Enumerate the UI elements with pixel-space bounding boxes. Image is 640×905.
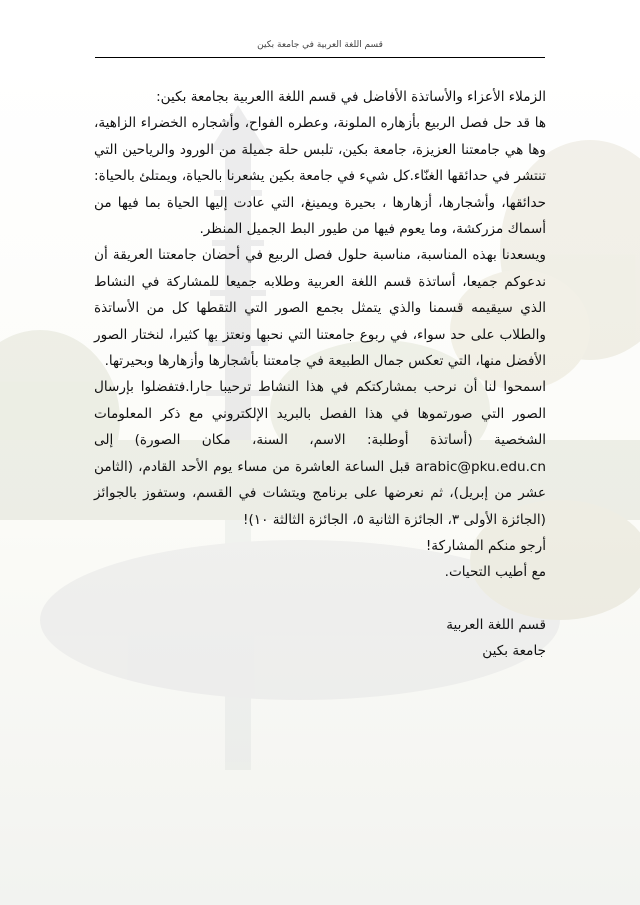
paragraph-spring: ها قد حل فصل الربيع بأزهاره الملونة، وعطره الفواح، وأشجاره الخضراء الزاهية، وها هي جامعتنا العزيزة، جامعة بكين، تلبس حلة جميلة من الورود والرياحين التي تنتشر في حدائقها الغنّاء.كل شيء في جامعة بكين يشعرنا بالحياة، ويمتلئ بالحياة: حدائقها، وأشجارها، أزهارها ، بحيرة ويمينغ، التي عادت إليها الحياة بما فيها من أسماك مزركشة، وما يعوم فيها من طيور البط الجميل المنظر.	[94, 115, 546, 238]
paragraph-submission	[94, 374, 546, 532]
signature-university: جامعة بكين	[482, 643, 546, 660]
email-address: arabic@pku.edu.cn	[415, 458, 546, 475]
header-divider	[95, 57, 545, 58]
submission-text-start: اسمحوا لنا أن نرحب بمشاركتكم في هذا النشاط ترحيبا حارا.فتفضلوا بإرسال الصور التي صورتموها في هذا الفصل بالبريد الإلكتروني مع ذكر المعلومات الشخصية (أساتذة أوطلبة: الاسم، السنة، مكان الصورة) إلى	[94, 379, 546, 449]
closing-participation: أرجو منكم المشاركة!	[425, 537, 546, 554]
closing-regards: مع أطيب التحيات.	[444, 564, 546, 581]
letter-body	[94, 84, 546, 665]
signature-department: قسم اللغة العربية	[446, 616, 546, 633]
paragraph-invitation: ويسعدنا بهذه المناسبة، مناسبة حلول فصل الربيع في أحضان جامعتنا العريقة أن ندعوكم جميعا، أساتذة قسم اللغة العربية وطلابه جميعا للمشاركة في النشاط الذي سيقيمه قسمنا والذي يتمثل بجمع الصور التي التقطها كل من الأساتذة والطلاب على حد سواء، في ربوع جامعتنا التي نحبها ونعتز بها كثيرا، لنختار الصور الأفضل منها، التي تعكس جمال الطبيعة في جامعتنا بأشجارها وأزهارها وبحيرتها.	[94, 247, 546, 370]
submission-text-end: قبل الساعة العاشرة من مساء يوم الأحد القادم، (الثامن عشر من إبريل)، ثم نعرضها على برنامج ويتشات في القسم، وستفوز بالجوائز (الجائزة الأولى ٣، الجائزة الثانية ٥، الجائزة الثالثة ١٠)!	[94, 458, 546, 528]
signature-spacer	[94, 586, 546, 612]
page-header: قسم اللغة العربية في جامعة بكين	[257, 40, 383, 50]
salutation: الزملاء الأعزاء والأساتذة الأفاضل في قسم اللغة االعربية بجامعة بكين:	[156, 89, 546, 105]
